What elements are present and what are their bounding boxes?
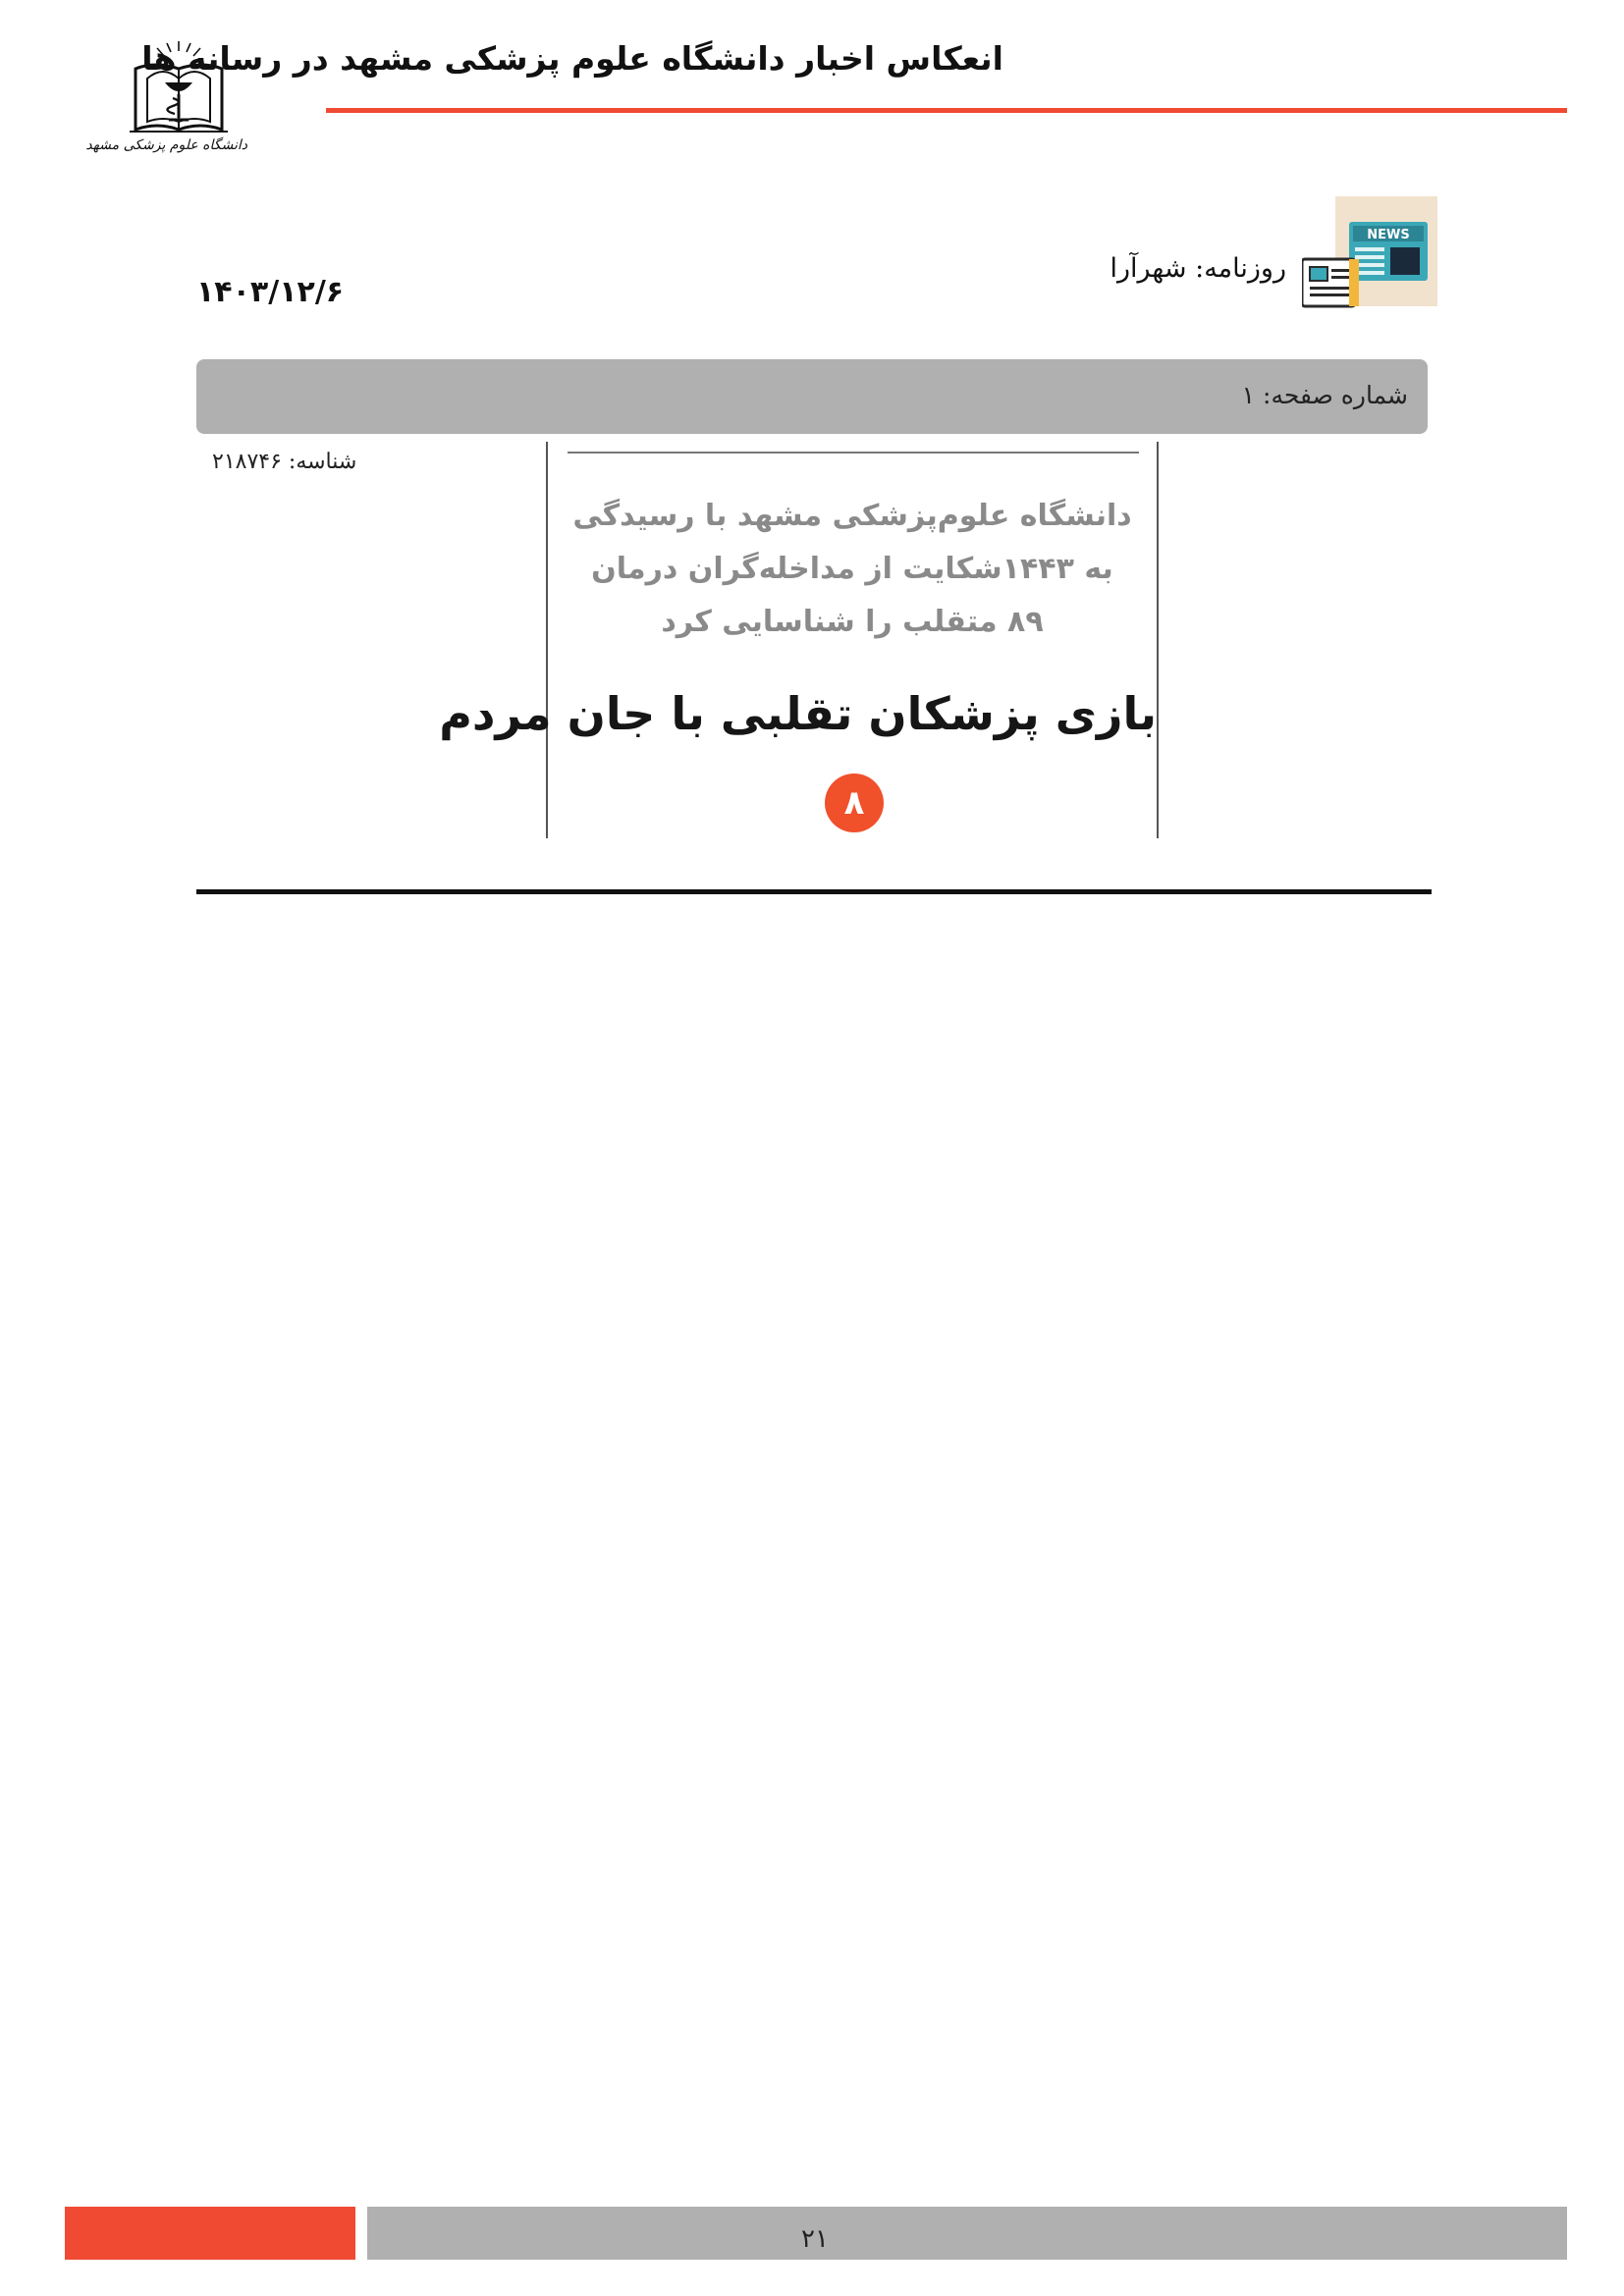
newspaper-label: روزنامه: <box>1195 253 1286 284</box>
clipping-top-rule <box>568 452 1139 454</box>
newspaper-icon <box>1302 196 1437 310</box>
clipping-subtitle: به ۱۴۴۳شکایت از مداخله‌گران درمان <box>591 552 1113 586</box>
page-number-label: شماره صفحه: <box>1263 381 1408 409</box>
page-number-value: ۱ <box>1241 381 1256 409</box>
page-title: انعکاس اخبار دانشگاه علوم پزشکی مشهد در رسانه ها <box>141 39 1003 78</box>
clipping-subtitle: دانشگاه علوم‌پزشکی مشهد با رسیدگی <box>572 499 1132 533</box>
article-id <box>212 450 356 474</box>
issue-date: ۱۴۰۳/۱۲/۶ <box>196 275 345 309</box>
clipping-headline: بازی پزشکان تقلبی با جان مردم <box>439 687 1157 740</box>
page-number-bar <box>196 359 1428 434</box>
footer-page-number: ۲۱ <box>801 2224 829 2254</box>
section-divider <box>196 889 1432 894</box>
article-id-label: شناسه: <box>288 450 357 474</box>
news-clipping <box>439 442 1159 838</box>
clipping-subtitle: ۸۹ متقلب را شناسایی کرد <box>661 605 1044 639</box>
university-logo <box>85 39 247 165</box>
page-number <box>1242 381 1408 409</box>
clipping-page-badge: ۸ <box>825 774 884 832</box>
footer-accent-bar <box>65 2207 355 2260</box>
header-rule <box>326 108 1567 113</box>
footer-bar <box>367 2207 1567 2260</box>
newspaper-name <box>1110 253 1286 284</box>
article-id-value: ۲۱۸۷۴۶ <box>212 450 282 474</box>
newspaper-value: شهرآرا <box>1110 253 1187 284</box>
logo-caption: دانشگاه علوم پزشکی مشهد <box>85 137 247 153</box>
news-icon-text: NEWS <box>1367 228 1410 242</box>
